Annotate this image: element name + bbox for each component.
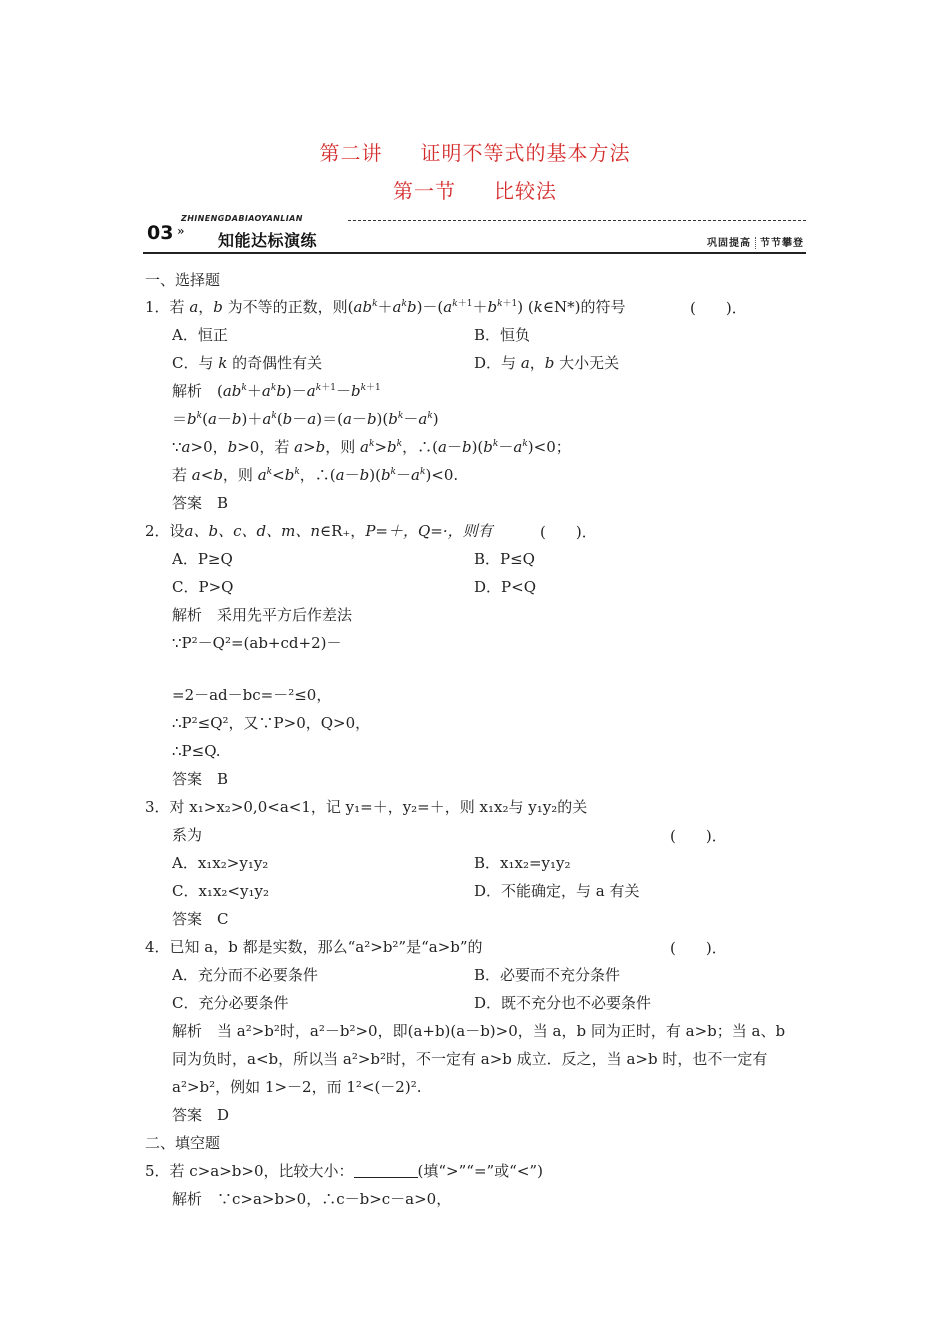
question-4-explanation-3: a²>b²，例如 1>－2，而 1²<(－2)².	[172, 1078, 422, 1096]
question-2-stem	[145, 521, 493, 541]
lecture-number: 第二讲	[319, 141, 383, 165]
question-5-explanation-1: 解析 ∵c>a>b>0，∴c－b>c－a>0，	[172, 1190, 452, 1208]
question-4-explanation-1: 解析 当 a²>b²时，a²－b²>0，即(a+b)(a－b)>0，当 a，b 同为正时，有 a>b；当 a、b	[172, 1022, 786, 1040]
question-3-option-c: C．x₁x₂<y₁y₂	[172, 882, 269, 900]
q2-stem-set: ∈R₊，	[319, 522, 366, 540]
question-1-option-d: D．与 a，b 大小无关	[474, 354, 620, 372]
section-number: 第一节	[393, 179, 456, 203]
question-1-explanation-4: 若 a<b，则 $a^k<b^k$，$\therefore(a-b)(b^k-a^k)<0$.	[172, 466, 459, 484]
question-4-option-a: A．充分而不必要条件	[172, 966, 318, 984]
question-3-answer-paren: ( )．	[670, 827, 727, 845]
question-2-explanation-3: ∴P²≤Q²，又∵P>0，Q>0，	[172, 714, 371, 732]
exercise-banner	[143, 212, 806, 254]
banner-tagline-2: 节节攀登	[760, 238, 804, 249]
q5-stem-lead: 5．若 c>a>b>0，比较大小：	[145, 1162, 354, 1180]
banner-underline	[143, 252, 806, 254]
question-2-option-a: A．P≥Q	[172, 550, 233, 568]
q2-stem-pq: P=＋，Q=·，则有	[365, 522, 493, 540]
banner-title: 知能达标演练	[218, 231, 318, 250]
question-2-explanation-2: =2－ad－bc=－²≤0，	[172, 686, 332, 704]
question-3-stem: 3．对 x₁>x₂>0,0<a<1，记 y₁=＋，y₂=＋，则 x₁x₂与 y₁y₂的关	[145, 798, 588, 816]
question-3-option-d: D．不能确定，与 a 有关	[474, 882, 640, 900]
question-3-stem-continued: 系为	[172, 826, 203, 844]
section-heading-fill: 二、填空题	[145, 1134, 221, 1152]
option-c-prefix: C．与	[172, 354, 214, 372]
question-2-explanation-heading: 解析 采用先平方后作差法	[172, 606, 353, 624]
question-4-answer: 答案 D	[172, 1106, 230, 1124]
section-topic: 比较法	[494, 179, 557, 203]
double-chevron-icon: »	[177, 224, 185, 238]
question-2-answer: 答案 B	[172, 770, 229, 788]
tagline-divider	[755, 237, 756, 249]
banner-tagline	[707, 234, 804, 249]
banner-pinyin: ZHINENGDABIAOYANLIAN	[181, 214, 303, 223]
question-1-answer-paren: ( )．	[690, 299, 747, 317]
question-1-stem: 1．若 a，b 为不等的正数，则$(ab^k+a^kb)-(a^{k+1}+b^{k+1})$ (k∈N*)的符号	[145, 298, 626, 316]
question-1-option-c: C．与 k 的奇偶性有关	[172, 354, 323, 372]
question-4-stem: 4．已知 a，b 都是实数，那么“a²>b²”是“a>b”的	[145, 938, 483, 956]
q2-stem-lead: 2．设	[145, 522, 185, 540]
section-heading-choice: 一、选择题	[145, 271, 221, 289]
question-2-option-c: C．P>Q	[172, 578, 234, 596]
question-4-explanation-2: 同为负时，a<b，所以当 a²>b²时，不一定有 a>b 成立．反之，当 a>b 时，也不一定有	[172, 1050, 768, 1068]
banner-dashed-rule	[348, 220, 806, 221]
lecture-title	[0, 137, 950, 166]
question-4-option-d: D．既不充分也不必要条件	[474, 994, 652, 1012]
banner-tagline-1: 巩固提高	[707, 238, 751, 249]
question-5-stem	[145, 1161, 543, 1181]
answer-blank[interactable]	[354, 1163, 418, 1178]
option-c-suffix: 的奇偶性有关	[232, 354, 323, 372]
question-3-option-b: B．x₁x₂=y₁y₂	[474, 854, 571, 872]
question-2-explanation-1: ∵P²－Q²=(ab+cd+2)－	[172, 634, 342, 652]
banner-number: 03	[147, 222, 174, 244]
question-1-explanation-3: ∵a>0，b>0，若 a>b，则 $a^k>b^k$，$\therefore(a-b)(b^k-a^k)<0$；	[172, 438, 571, 456]
question-2-explanation-4: ∴P≤Q.	[172, 742, 221, 760]
option-d-prefix: D．与	[474, 354, 517, 372]
question-1-answer: 答案 B	[172, 494, 229, 512]
question-4-option-c: C．充分必要条件	[172, 994, 289, 1012]
question-1-explanation-1: 解析 $(ab^k+a^kb)-a^{k+1}-b^{k+1}$	[172, 382, 381, 400]
question-2-option-d: D．P<Q	[474, 578, 536, 596]
section-title	[0, 175, 950, 204]
question-1-option-a: A．恒正	[172, 326, 228, 344]
q2-stem-vars: a、b、c、d、m、n	[184, 522, 320, 540]
question-2-answer-paren: ( )．	[540, 523, 597, 541]
lecture-topic: 证明不等式的基本方法	[420, 141, 631, 165]
q5-stem-hint: (填“>”“=”或“<”)	[417, 1162, 543, 1180]
question-2-option-b: B．P≤Q	[474, 550, 535, 568]
question-1-explanation-2: $=b^k(a-b)+a^k(b-a)=(a-b)(b^k-a^k)$	[172, 410, 439, 428]
question-3-option-a: A．x₁x₂>y₁y₂	[172, 854, 269, 872]
question-3-answer: 答案 C	[172, 910, 229, 928]
option-d-suffix: 大小无关	[559, 354, 620, 372]
question-4-option-b: B．必要而不充分条件	[474, 966, 621, 984]
question-1-option-b: B．恒负	[474, 326, 531, 344]
question-4-answer-paren: ( )．	[670, 939, 727, 957]
